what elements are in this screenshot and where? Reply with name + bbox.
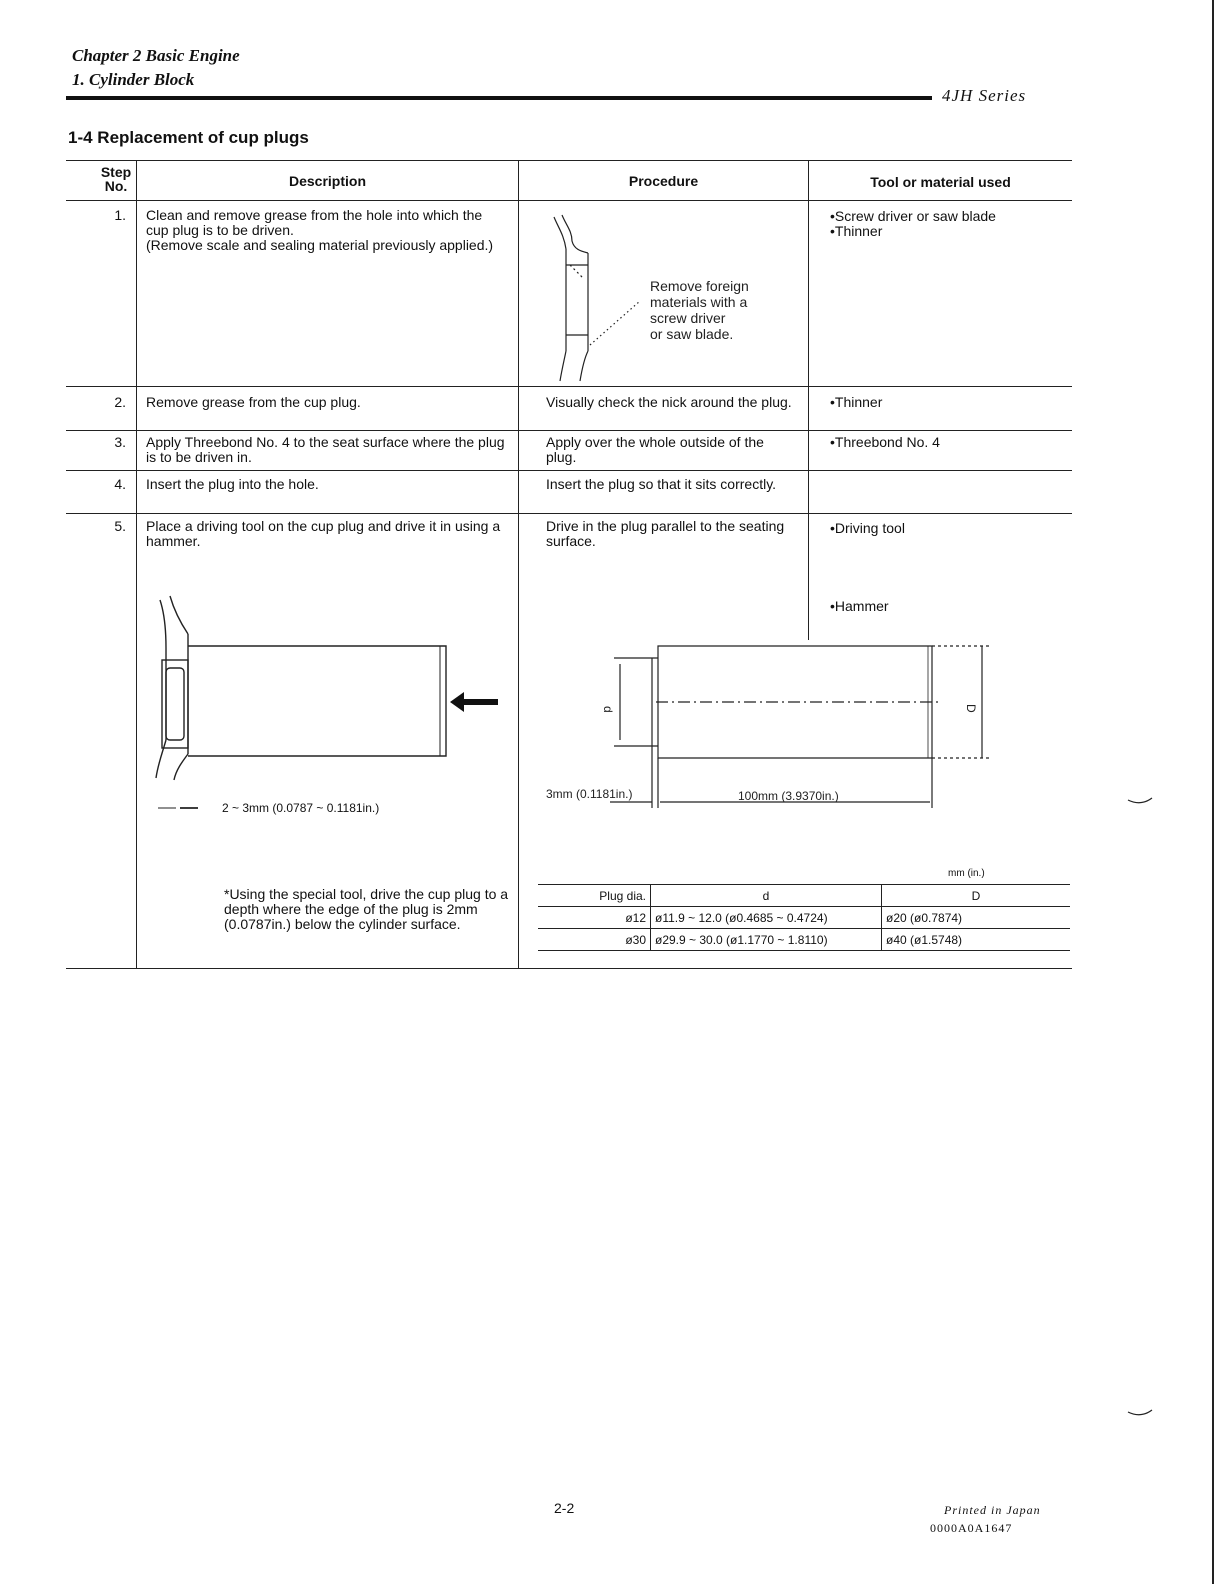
col-D: D xyxy=(882,885,1071,907)
tool-item: •Screw driver or saw blade xyxy=(830,208,996,224)
step-2-procedure: Visually check the nick around the plug. xyxy=(546,394,792,410)
header-tool: Tool or material used xyxy=(870,174,1011,190)
page-edge xyxy=(1212,0,1214,1584)
header-procedure: Procedure xyxy=(628,173,699,189)
step-5-procedure: Drive in the plug parallel to the seating surface. xyxy=(546,518,785,549)
step-5-number: 5. xyxy=(114,518,126,534)
step-4-description: Insert the plug into the hole. xyxy=(146,476,319,492)
step-2-tool: •Thinner xyxy=(830,394,883,410)
section-heading: 1-4 Replacement of cup plugs xyxy=(68,128,309,147)
label-3mm: 3mm (0.1181in.) xyxy=(546,787,633,801)
header-description: Description xyxy=(288,173,366,189)
col-plug-dia: Plug dia. xyxy=(538,885,651,907)
step-3-procedure: Apply over the whole outside of the plug. xyxy=(546,434,764,465)
svg-text:D: D xyxy=(964,704,978,713)
header-rule xyxy=(66,96,932,100)
table-row: ø30 ø29.9 ~ 30.0 (ø1.1770 ~ 1.8110) ø40 (ø1.5748) xyxy=(538,929,1070,951)
step-5-note: *Using the special tool, drive the cup plug to a depth where the edge of the plug is 2mm (0.0787in.) below the cylinder surface. xyxy=(224,886,509,932)
label-100mm: 100mm (3.9370in.) xyxy=(738,789,839,803)
svg-text:d: d xyxy=(601,706,615,713)
dimension-header-row xyxy=(538,885,1070,907)
step-1-description: Clean and remove grease from the hole into which the cup plug is to be driven. (Remove scale and sealing material previously applied.) xyxy=(146,207,494,253)
tool-item: •Thinner xyxy=(830,223,883,239)
step-3-description: Apply Threebond No. 4 to the seat surface where the plug is to be driven in. xyxy=(146,434,505,465)
step-4-number: 4. xyxy=(114,476,126,492)
driving-tool-figure xyxy=(530,630,1000,830)
step-3-tool: •Threebond No. 4 xyxy=(830,434,940,450)
step-5-tool-driving: •Driving tool xyxy=(830,520,905,536)
step-3-number: 3. xyxy=(114,434,126,450)
remove-foreign-materials-figure xyxy=(540,205,790,383)
header-step: Step No. xyxy=(100,164,132,194)
svg-text:or saw blade.: or saw blade. xyxy=(650,326,734,342)
step-5-tool-hammer: •Hammer xyxy=(830,598,889,614)
table-row: ø12 ø11.9 ~ 12.0 (ø0.4685 ~ 0.4724) ø20 (ø0.7874) xyxy=(538,907,1070,929)
printed-in-japan: Printed in Japan xyxy=(944,1503,1041,1517)
step-5-description: Place a driving tool on the cup plug and drive it in using a hammer. xyxy=(146,518,501,549)
depth-label: 2 ~ 3mm (0.0787 ~ 0.1181in.) xyxy=(222,801,380,815)
svg-text:Remove foreign: Remove foreign xyxy=(650,278,749,294)
document-code: 0000A0A1647 xyxy=(930,1521,1013,1535)
dimension-table xyxy=(538,884,1070,951)
section-subtitle: 1. Cylinder Block xyxy=(72,70,195,89)
binding-mark-icon xyxy=(1126,796,1156,808)
driving-plug-figure xyxy=(140,590,510,830)
chapter-title: Chapter 2 Basic Engine xyxy=(72,46,240,65)
col-d: d xyxy=(651,885,882,907)
binding-mark-icon xyxy=(1126,1408,1156,1420)
step-4-procedure: Insert the plug so that it sits correctly. xyxy=(546,476,777,492)
series-label: 4JH Series xyxy=(942,86,1027,105)
dimension-unit: mm (in.) xyxy=(948,868,985,879)
svg-text:screw driver: screw driver xyxy=(650,310,726,326)
svg-text:materials with a: materials with a xyxy=(650,294,748,310)
step-1-number: 1. xyxy=(114,207,126,223)
step-2-description: Remove grease from the cup plug. xyxy=(146,394,361,410)
step-1-tools xyxy=(830,209,1070,239)
page-number: 2-2 xyxy=(554,1500,575,1516)
step-2-number: 2. xyxy=(114,394,126,410)
